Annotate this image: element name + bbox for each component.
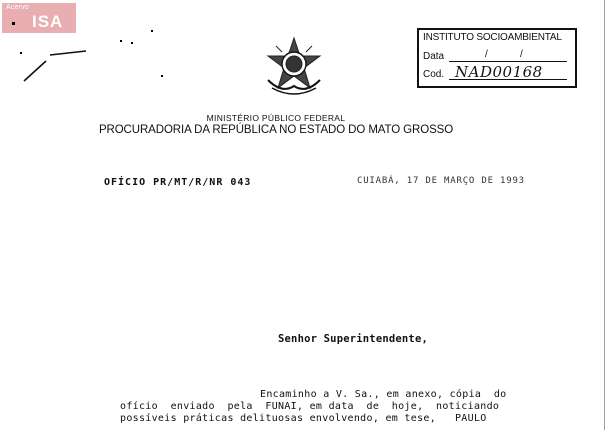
date-separator: / [485,49,488,60]
watermark-small-text: Acervo [6,4,29,11]
stamp-code-value: NAD00168 [455,63,543,81]
office-heading: PROCURADORIA DA REPÚBLICA NO ESTADO DO MATO GROSSO [98,124,454,136]
letter-salutation: Senhor Superintendente, [278,333,428,345]
letter-body-line: ofício enviado pela FUNAI, em data de hoje, noticiando [120,401,500,412]
archive-stamp [417,28,577,88]
stamp-date-label: Data [423,51,445,62]
watermark-big-text: ISA [32,12,64,31]
stamp-date-line [449,61,567,62]
letter-body-line: possíveis práticas delituosas envolvendo, em tese, PAULO [120,413,487,424]
stamp-code-label: Cod. [423,69,445,80]
stamp-institution: INSTITUTO SOCIOAMBIENTAL [423,32,562,43]
acervo-watermark [2,3,76,33]
coat-of-arms-icon [262,36,326,100]
ministry-heading: MINISTÉRIO PÚBLICO FEDERAL [206,113,346,123]
date-separator: / [520,49,523,60]
letter-place-date: CUIABÁ, 17 DE MARÇO DE 1993 [357,176,525,186]
letter-reference: OFÍCIO PR/MT/R/NR 043 [104,177,252,188]
letter-body-line: Encaminho a V. Sa., em anexo, cópia do [260,389,507,400]
scan-edge [604,0,605,430]
